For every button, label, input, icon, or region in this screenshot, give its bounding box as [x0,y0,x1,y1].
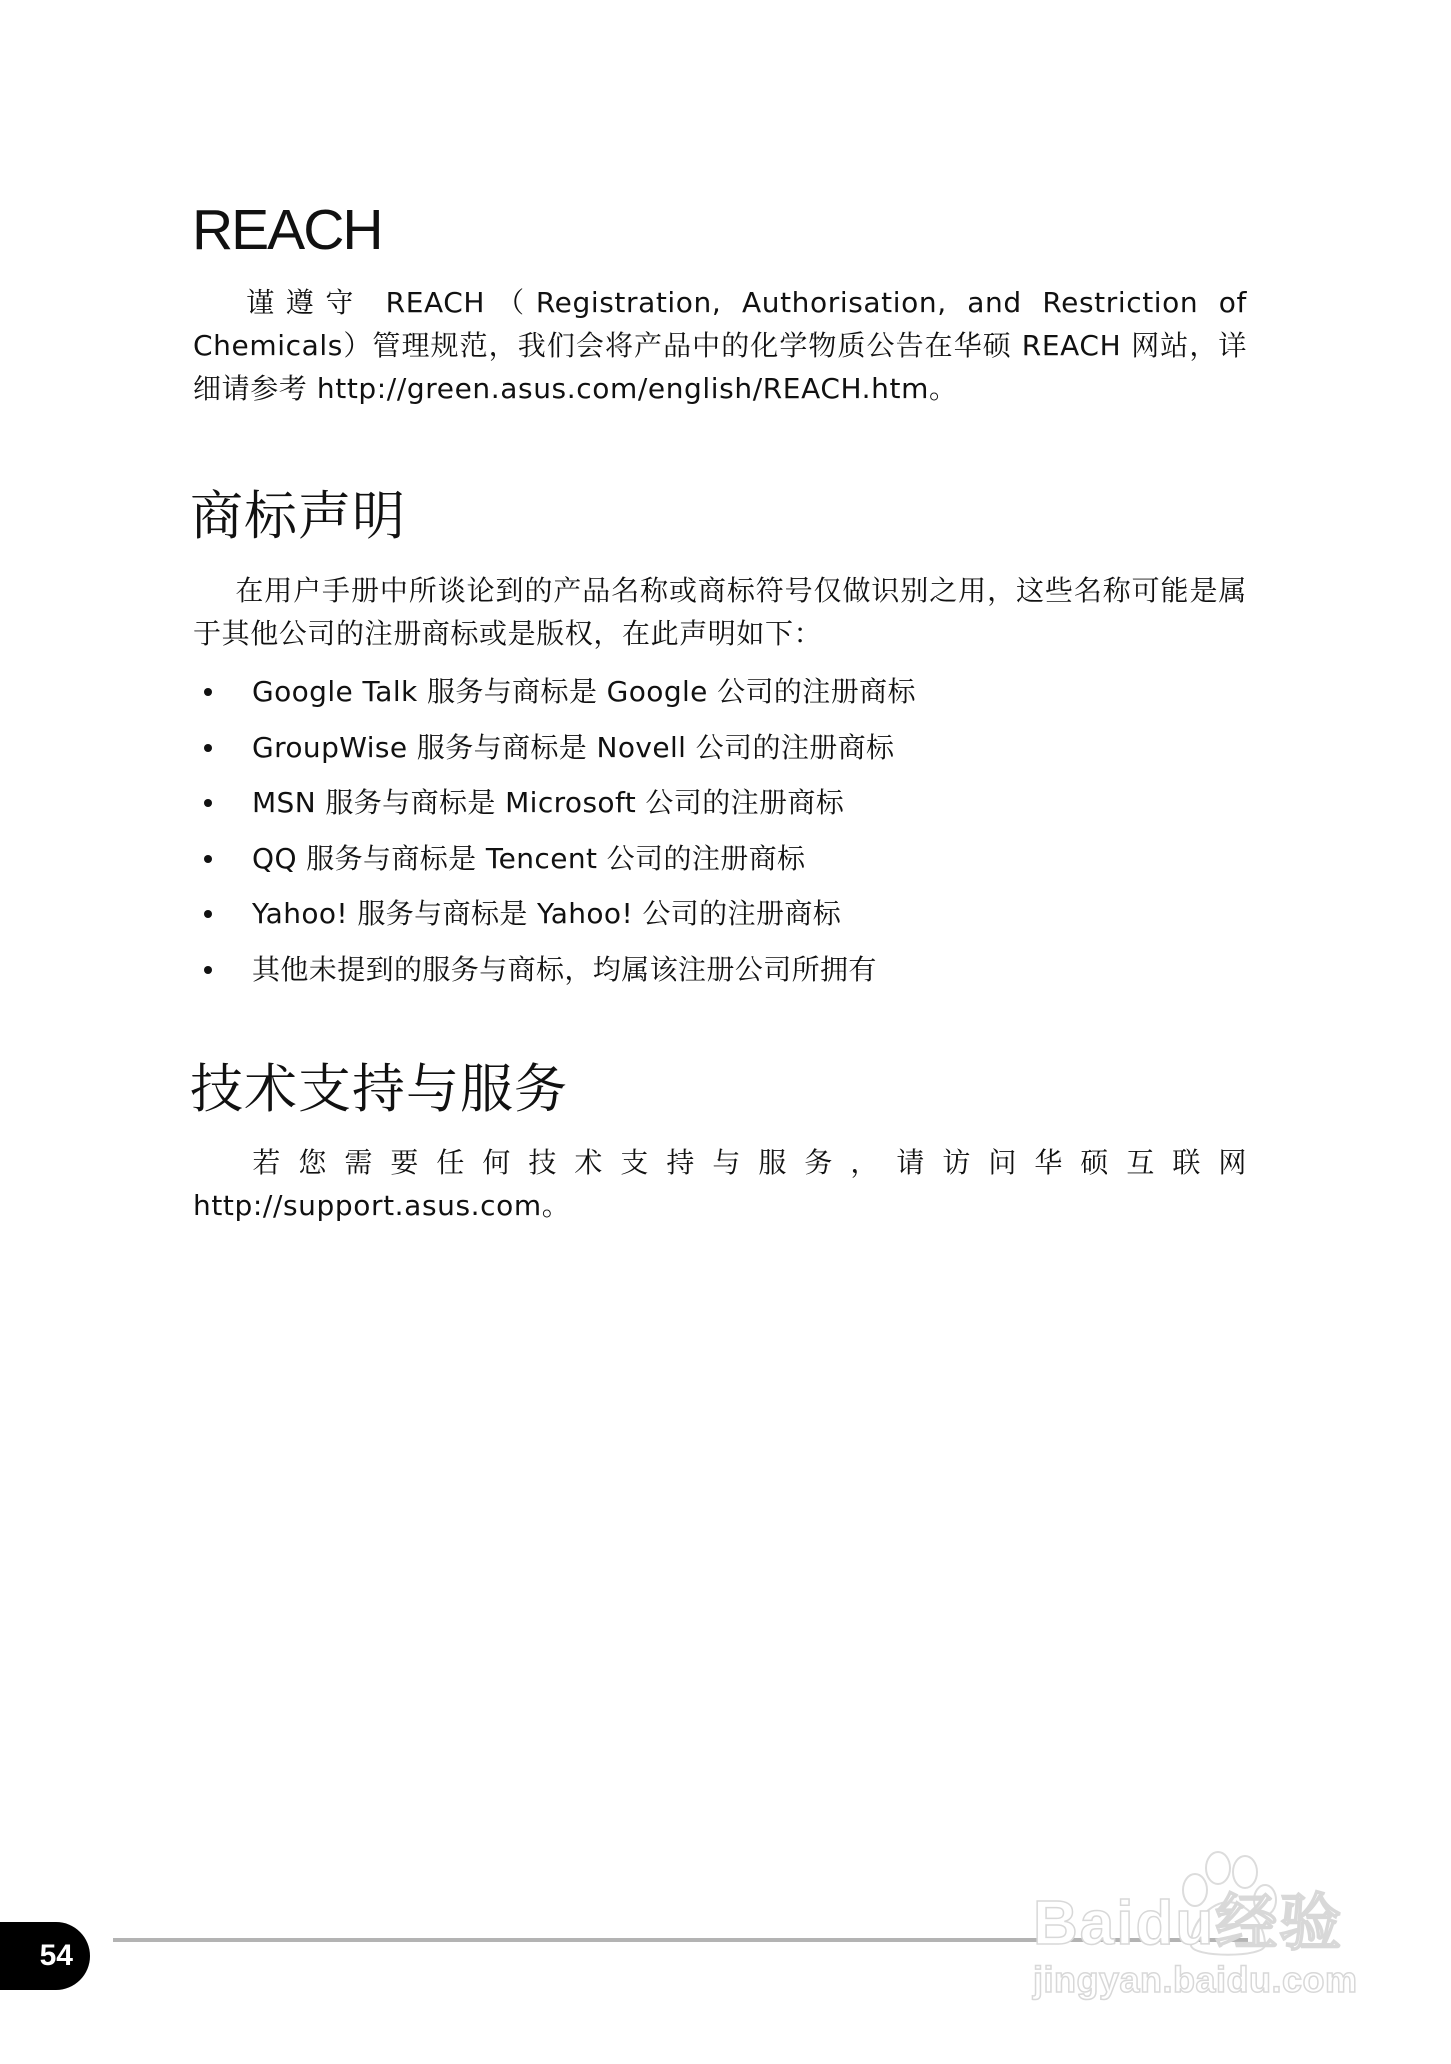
baidu-watermark [1033,1850,1363,2010]
reach-paragraph [193,281,1247,410]
support-paragraph-text: 若您需要任何技术支持与服务，请访问华硕互联网 http://support.asus.com。 [193,1146,1247,1222]
list-item-text: 其他未提到的服务与商标，均属该注册公司所拥有 [252,952,877,986]
list-item [193,834,1247,890]
page-number: 54 [39,1939,73,1972]
page-number-badge [0,1922,90,1990]
bullet-icon [204,910,212,918]
list-item [193,889,1247,945]
trademark-list [193,667,1247,1001]
bullet-icon [204,855,212,863]
list-item [193,723,1247,779]
reach-heading: REACH [192,198,382,262]
trademark-paragraph [193,569,1247,655]
bullet-icon [204,966,212,974]
list-item-text: QQ 服务与商标是 Tencent 公司的注册商标 [252,841,806,875]
bullet-icon [204,688,212,696]
trademark-paragraph-text: 在用户手册中所谈论到的产品名称或商标符号仅做识别之用，这些名称可能是属于其他公司的注册商标或是版权，在此声明如下： [193,574,1247,650]
support-heading: 技术支持与服务 [190,1059,568,1120]
trademark-heading: 商标声明 [190,486,406,547]
list-item [193,667,1247,723]
bullet-icon [204,744,212,752]
list-item [193,778,1247,834]
list-item [193,945,1247,1001]
list-item-text: Google Talk 服务与商标是 Google 公司的注册商标 [252,675,916,708]
bullet-icon [204,799,212,807]
watermark-url: jingyan.baidu.com [1033,1959,1358,2000]
list-item-text: Yahoo! 服务与商标是 Yahoo! 公司的注册商标 [252,897,842,931]
reach-paragraph-text: 谨遵守 REACH（Registration, Authorisation, and Restriction of Chemicals）管理规范，我们会将产品中的化学物质公告在华硕 REACH 网站，详细请参考 http://green.asus.com/english/REACH.htm。 [193,286,1247,405]
list-item-text: MSN 服务与商标是 Microsoft 公司的注册商标 [252,786,845,820]
support-paragraph [193,1141,1247,1227]
watermark-brand: Baidu经验 [1033,1889,1344,1958]
list-item-text: GroupWise 服务与商标是 Novell 公司的注册商标 [252,730,895,764]
